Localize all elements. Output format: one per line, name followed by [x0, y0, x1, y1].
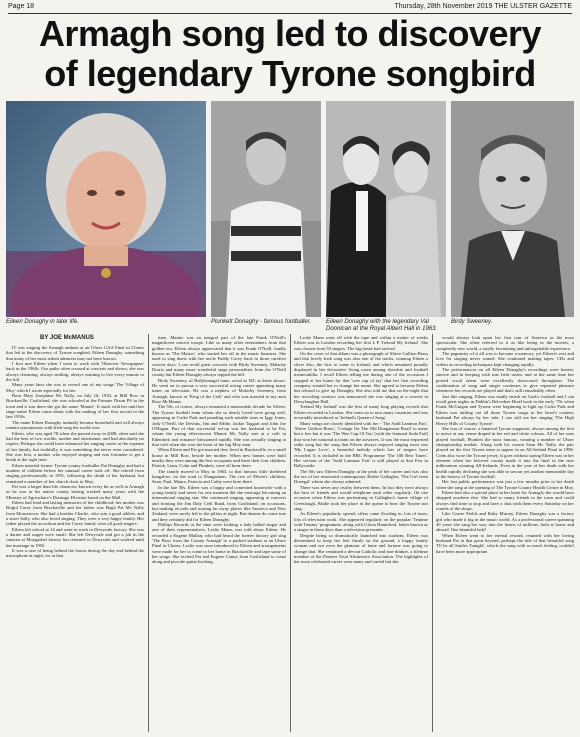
article-paragraph: It was a case of being behind the looms during the day and behind the microphone at night, for at that — [6, 548, 144, 559]
article-paragraph: would always look upon her first tour of America as the most spectacular. She often referred to it as like being in the movies, a completely new world, a totally fascinating and unforgettable experience. — [436, 335, 574, 351]
article-paragraph: Just like singing, Eileen was madly struck on Gaelic football and I can recall great nights in Dublin's Belvedere Hotel back in the early '70s when Frank McGuigan and Tyrone were beginning to light up Croke Park and Eileen was rattling out all those Tyrone songs to her heart's content, husband Pat always by her side. I can still see her singing 'The High Heavy Hills of County Tyrone'. — [436, 393, 574, 426]
article-paragraph: Eileen married former Tyrone county footballer Pat Donaghy and had a number of children before her unusual career took off. She retired from singing professionally in 1991, following the death of her husband, but remained a member of her church choir in Moy. — [6, 462, 144, 484]
article-paragraph: In the late 50s, Eileen was a happy and contented housewife with a young family and never for one moment did she envisage becoming an international singing star. She continued singing, appearing at concerts and fronting the Jim Daly Ceili Band, from Coalisland, on occasions, but making records and touring far away places like America and New Zealand, were surely left to the pillars at night. But dreams do come true and they certainly did for Eileen Donaghy. — [152, 484, 286, 522]
article-paragraph: Her last public performance was just a few months prior to her death when she sang at the opening of The Tyrone County Health Centre in Moy. — [436, 479, 574, 490]
article-column-3 — [294, 335, 428, 732]
headline-line-2: of legendary Tyrone songbird — [44, 53, 536, 94]
caption-photo-3: Eileen Donaghy with the legendary Val Doonican at the Royal Albert Hall in 1963. — [326, 319, 438, 332]
article-paragraph: Birdy Sweeney, of Ballyhonagel fame, acted as MC at those shows. He went on to pursue a very successful acting career appearing many times on television. He was a nephew of Malachy Sweeney, from Armagh, known as 'King of the Ceili' and who was married to my aunt Rose McManus. — [152, 377, 286, 405]
caption-photo-4: Birdy Sweeney. — [451, 319, 493, 325]
article-paragraph: The name Eileen Donaghy instantly became household and will always remain synonymous with Irish song the world over. — [6, 419, 144, 431]
article-paragraph: I first met Eileen when I went to work with 'Observer Newspapers' back in the 1960s. Our paths often crossed at concerts and shows; she was always charming, always smiling, always wanting to live every minute to the full. — [6, 361, 144, 383]
article-paragraph: Phillips Records at the time were looking a lady ballad singer and one of their representatives, Leslie Mann, was told about Eileen. He recorded a Eugene Mullan, who had heard the former factory girl sing 'The Boys from the County Armagh' to a packed stadium at an Ulster Final in Clones. Leslie was soon introduced to Eileen and arrangements were made for her to come to her home in Brackaville and tape some of her songs. She invited Pat and Eugene Canny from Coalisland to come along and provide guitar backing. — [152, 522, 286, 565]
article-paragraph: Eileen left school at 14 and went to work in Derryvale factory. She was a darner and wages were small. She left Derryvale and got a job in the canteen at Moygashel factory but returned to Derryvale and worked until her marriage in 1956. — [6, 526, 144, 548]
photo-eileen-later-life — [6, 101, 206, 317]
article-column-2 — [152, 335, 286, 732]
article-paragraph: Many songs are closely identified with her - 'The Auld Lammas Fair', 'Slieve Gullion Braes', 'Cottage On The Old Dungannon Road' to name but a few but it was 'The Wee Cup Of Tay' (with the featured Soda Farl) that won her national acclaim on the airwaves. It was the most requested radio song but the song that Eileen always enjoyed singing most was 'My Lagan Love', a beautiful melody which lots of singers have recorded. It is included in the BBC Programme 'The 100 Best Tunes'. Her version of the 'Auld Lammas Fair' is still played at that Fair in Ballycastle. — [294, 420, 428, 469]
article-paragraph: Eileen had fond and lasting memories of her childhood; her mother was Brigid Corey from Brackaville and her father was Hugh Pat Mc Nally from Mousetown. She had a brother Charlie, who was a good athlete, and a sister Sally, who also loved singing. They were a very happy family. Her father played the accordion and the Corey family were all good singers. — [6, 499, 144, 527]
article-paragraph: Eileen had also a special place in her heart for Armagh; she would have shopped nowhere else. She had so many friends in the town and could always find time to stop and have a chat with them every Saturday on her rounds of the shops. — [436, 489, 574, 511]
article-paragraph: Leslie Mann went off with the tape and within a matter of weeks Eileen was in London recording her first L.P. 'Ireland My Ireland'. She was chosen from 50 singers. The big break had arrived. — [294, 335, 428, 351]
article-paragraph: There was never any rivalry between them. In fact they were always the best of friends and would telephone each other regularly. On one occasion when Eileen was performing in Gallagher's home village of Creeslough, Bridie took her place in the queue to hear the Tyrone star sing. — [294, 484, 428, 511]
article-paragraph: When Eileen and Pat got married they lived in Brackaville, in a small house in Mill Row, beside her mother. When new homes were built nearby they were among the first occupants and there their four children, Patrick, Liam, Colm and Plunkett, were all born there. — [152, 447, 286, 469]
article-paragraph: The 50s, of course, always remained a memorable decade for Eileen. The Tyrone football team whom she so dearly loved were going well, appearing in Croke Park and parading such notable stars as Iggy Jones, Jody O'Neill, the Devlins, Jim and Eddie, Jackie Taggart and John Joe O'Hagan. Part of that successful set-up was her husband to be Pat, whom the young effervescent Mamie Mc Nally met at a ceili in Edendork and romance blossomed rapidly. She was actually singing at that ceili when she won the heart of the big Moy man. — [152, 404, 286, 447]
article-paragraph: Despite being so dramatically launched into stardom, Eileen was determined to keep her feet firmly on the ground, a happy family woman and not even the glamour of fame and fortune was going to change that. She remained a devout Catholic and non-drinker, a lifetime member of the Pioneer Total Abstinence Association. The highlights of her most celebrated career were many and varied but she — [294, 532, 428, 565]
caption-photo-2: Plunkett Donaghy - famous footballer. — [211, 319, 312, 325]
photo-birdy-sweeney — [451, 101, 574, 317]
photo-eileen-val-doonican — [326, 101, 446, 317]
article-paragraph: Born Mary Josephine Mc Nally, on July 16, 1930, at Mill Row in Brackaville, Coalisland, she was schooled at the Primate Dixon PS in the town and it was there she got the name 'Mamie'. It stuck with her until her stage name Eileen came about with the making of her first record in the late 1950s. — [6, 393, 144, 420]
article-paragraph: Eileen, who was aged 78 when she passed away in 2008, often said she had the best of two worlds, mother and entertainer, and had absolutely no regrets. Perhaps she could have enhanced her singing career at the expense of her family, but truthfully, it was something she never even considered. She was first, a mother who enjoyed singing and was fortunate to get a break at the right time. — [6, 430, 144, 463]
photo-plunkett-donaghy — [211, 101, 321, 317]
article-paragraph: The 60s saw Eileen Donaghy at the peak of her career and was also the era of her renowned contemporary Bridie Gallagher, 'The Girl from Donegal' whom she always admired. — [294, 468, 428, 485]
article-paragraph: The family moved to Moy in 1963, to that famous little sheltered bungalow, on the road to Dungannon. The rest of Eileen's children, Sean, Paul, Maura, Patricia and Cathy were born there. — [152, 468, 286, 485]
article-column-1 — [6, 345, 144, 732]
column-divider — [148, 334, 149, 732]
page-number: Page 18 — [8, 3, 35, 10]
article-paragraph: When Eileen went to her eternal reward, reunited with her loving husband Pat in that great beyond, perhaps the title of that beautiful song 'I'll be all Smiles Tonight', which she sang with so much feeling, couldn't have been more appropriate. — [436, 532, 574, 554]
byline: BY JOE McMANUS — [40, 335, 94, 341]
headline — [6, 14, 574, 94]
birdy-image — [451, 101, 574, 317]
article-column-4 — [436, 335, 574, 732]
article-paragraph: She was of course, a fanatical Tyrone supporter, always among the first to arrive at any venue draped in her red and white colours. All of her sons played football, Plunkett the most famous, winning a number of Ulster championship medals. Along with his cousin Sean Mc Nally, the pair played on the first Tyrone team to appear in an All-Ireland Final in 1986. Colm also wore the Tyrone jersey. It goes without saying Eileen was in her element when her beloved county made it into the final in the new millennium winning All-Irelands. Even in the year of her death with her health rapidly declining she was able to savour yet another memorable day in the history of Tyrone football. — [436, 425, 574, 479]
article-paragraph: Many years later she was to record one of my songs 'The Village of Moy' which I wrote especially for her. — [6, 382, 144, 393]
article-paragraph: The pageantry of it all was to become a memory, yet Eileen's zest and love for singing never waned. She continued making tapes, CDs and videos as recording techniques kept changing rapidly. — [436, 351, 574, 367]
article-paragraph: 'Ireland My Ireland' was the first of many long playing records that Eileen recorded in London. She went on to tour many countries and was invariably introduced as 'Ireland's Queen of Song'. — [294, 404, 428, 421]
column-divider — [290, 334, 291, 732]
caption-photo-1: Eileen Donaghy in later life. — [6, 319, 80, 325]
article-paragraph: IT was singing the Armagh anthem at an Ulster GAA Final in Clones that led to the discovery of Tyrone songbird, Eileen Donaghy, something that many of her most ardent admirers may not have known. — [6, 345, 144, 361]
dateline: Thursday, 28th November 2019 THE ULSTER GAZETTE — [394, 3, 572, 10]
headline-line-1: Armagh song led to discovery — [38, 13, 542, 54]
portrait-image — [6, 101, 206, 317]
footballer-image — [211, 101, 321, 317]
article-paragraph: On the cover of that album was a photograph of Slieve Gullion Brass and that lovely Irish song was also one of the tracks, winning Eileen a silver disc, the first to come to Ireland, and which remained proudly displayed in her decorative living room among showbiz and football memorabilia. I recall Eileen telling me during one of the occasions I stopped at her home for that 'wee cup of tay' that her first recording company wanted her to change her name. She agreed to become Eileen but refused to give up Donaghy. She also told me that on the night that her recording contract was announced she was singing at a concert in Derrylaughan Hall. — [294, 351, 428, 405]
article-paragraph: The performances on all Eileen Donaghy's recordings were honest, sincere and in keeping with true Irish tastes; and at the same time her poised vocal talent were excellently showcased throughout. The combination of song and singer continues to give repeated pleasure whenever her records are played and that's still remarkably often. — [436, 367, 574, 394]
article-paragraph: Pat was a larger than life character, known every bit as well in Armagh as he was in his native county having worked many years with the Ministry of Agriculture's Drainage Division based on the Mall. — [6, 483, 144, 500]
article-paragraph: time, Mamie was an integral part of the late Frank O'Neill's magnificent concert troupe. Like so many other entertainers from that golden era, Eileen always appreciated that it was Frank O'Neill, fondly known as 'The Master', who started her off in the music business. She used to sing duets with her uncle Paddy Corey back in those carefree concert days. I can recall great concerts with Birdy Sweeney, Malachy Dorris and many more wonderful stage personalities from the O'Neill county but Eileen Donaghy always topped the bill. — [152, 335, 286, 378]
duet-image — [326, 101, 446, 317]
column-divider — [432, 334, 433, 732]
article-paragraph: Like Gracie Fields and Ruby Murray, Eileen Donaghy was a factory girl who made it big in the music world. As a professional career spanning 40 years she sang her way into the hearts of millions, both at home and abroad. One beautiful lady! — [436, 511, 574, 533]
article-paragraph: As Eileen's popularity spread, offers came flooding in, lots of tours, lots of television work. She appeared regularly on the popular 'Teatime with Tommy' programme, along with Gloria Hunniford, better known as a singer in those days than a television presenter. — [294, 511, 428, 533]
